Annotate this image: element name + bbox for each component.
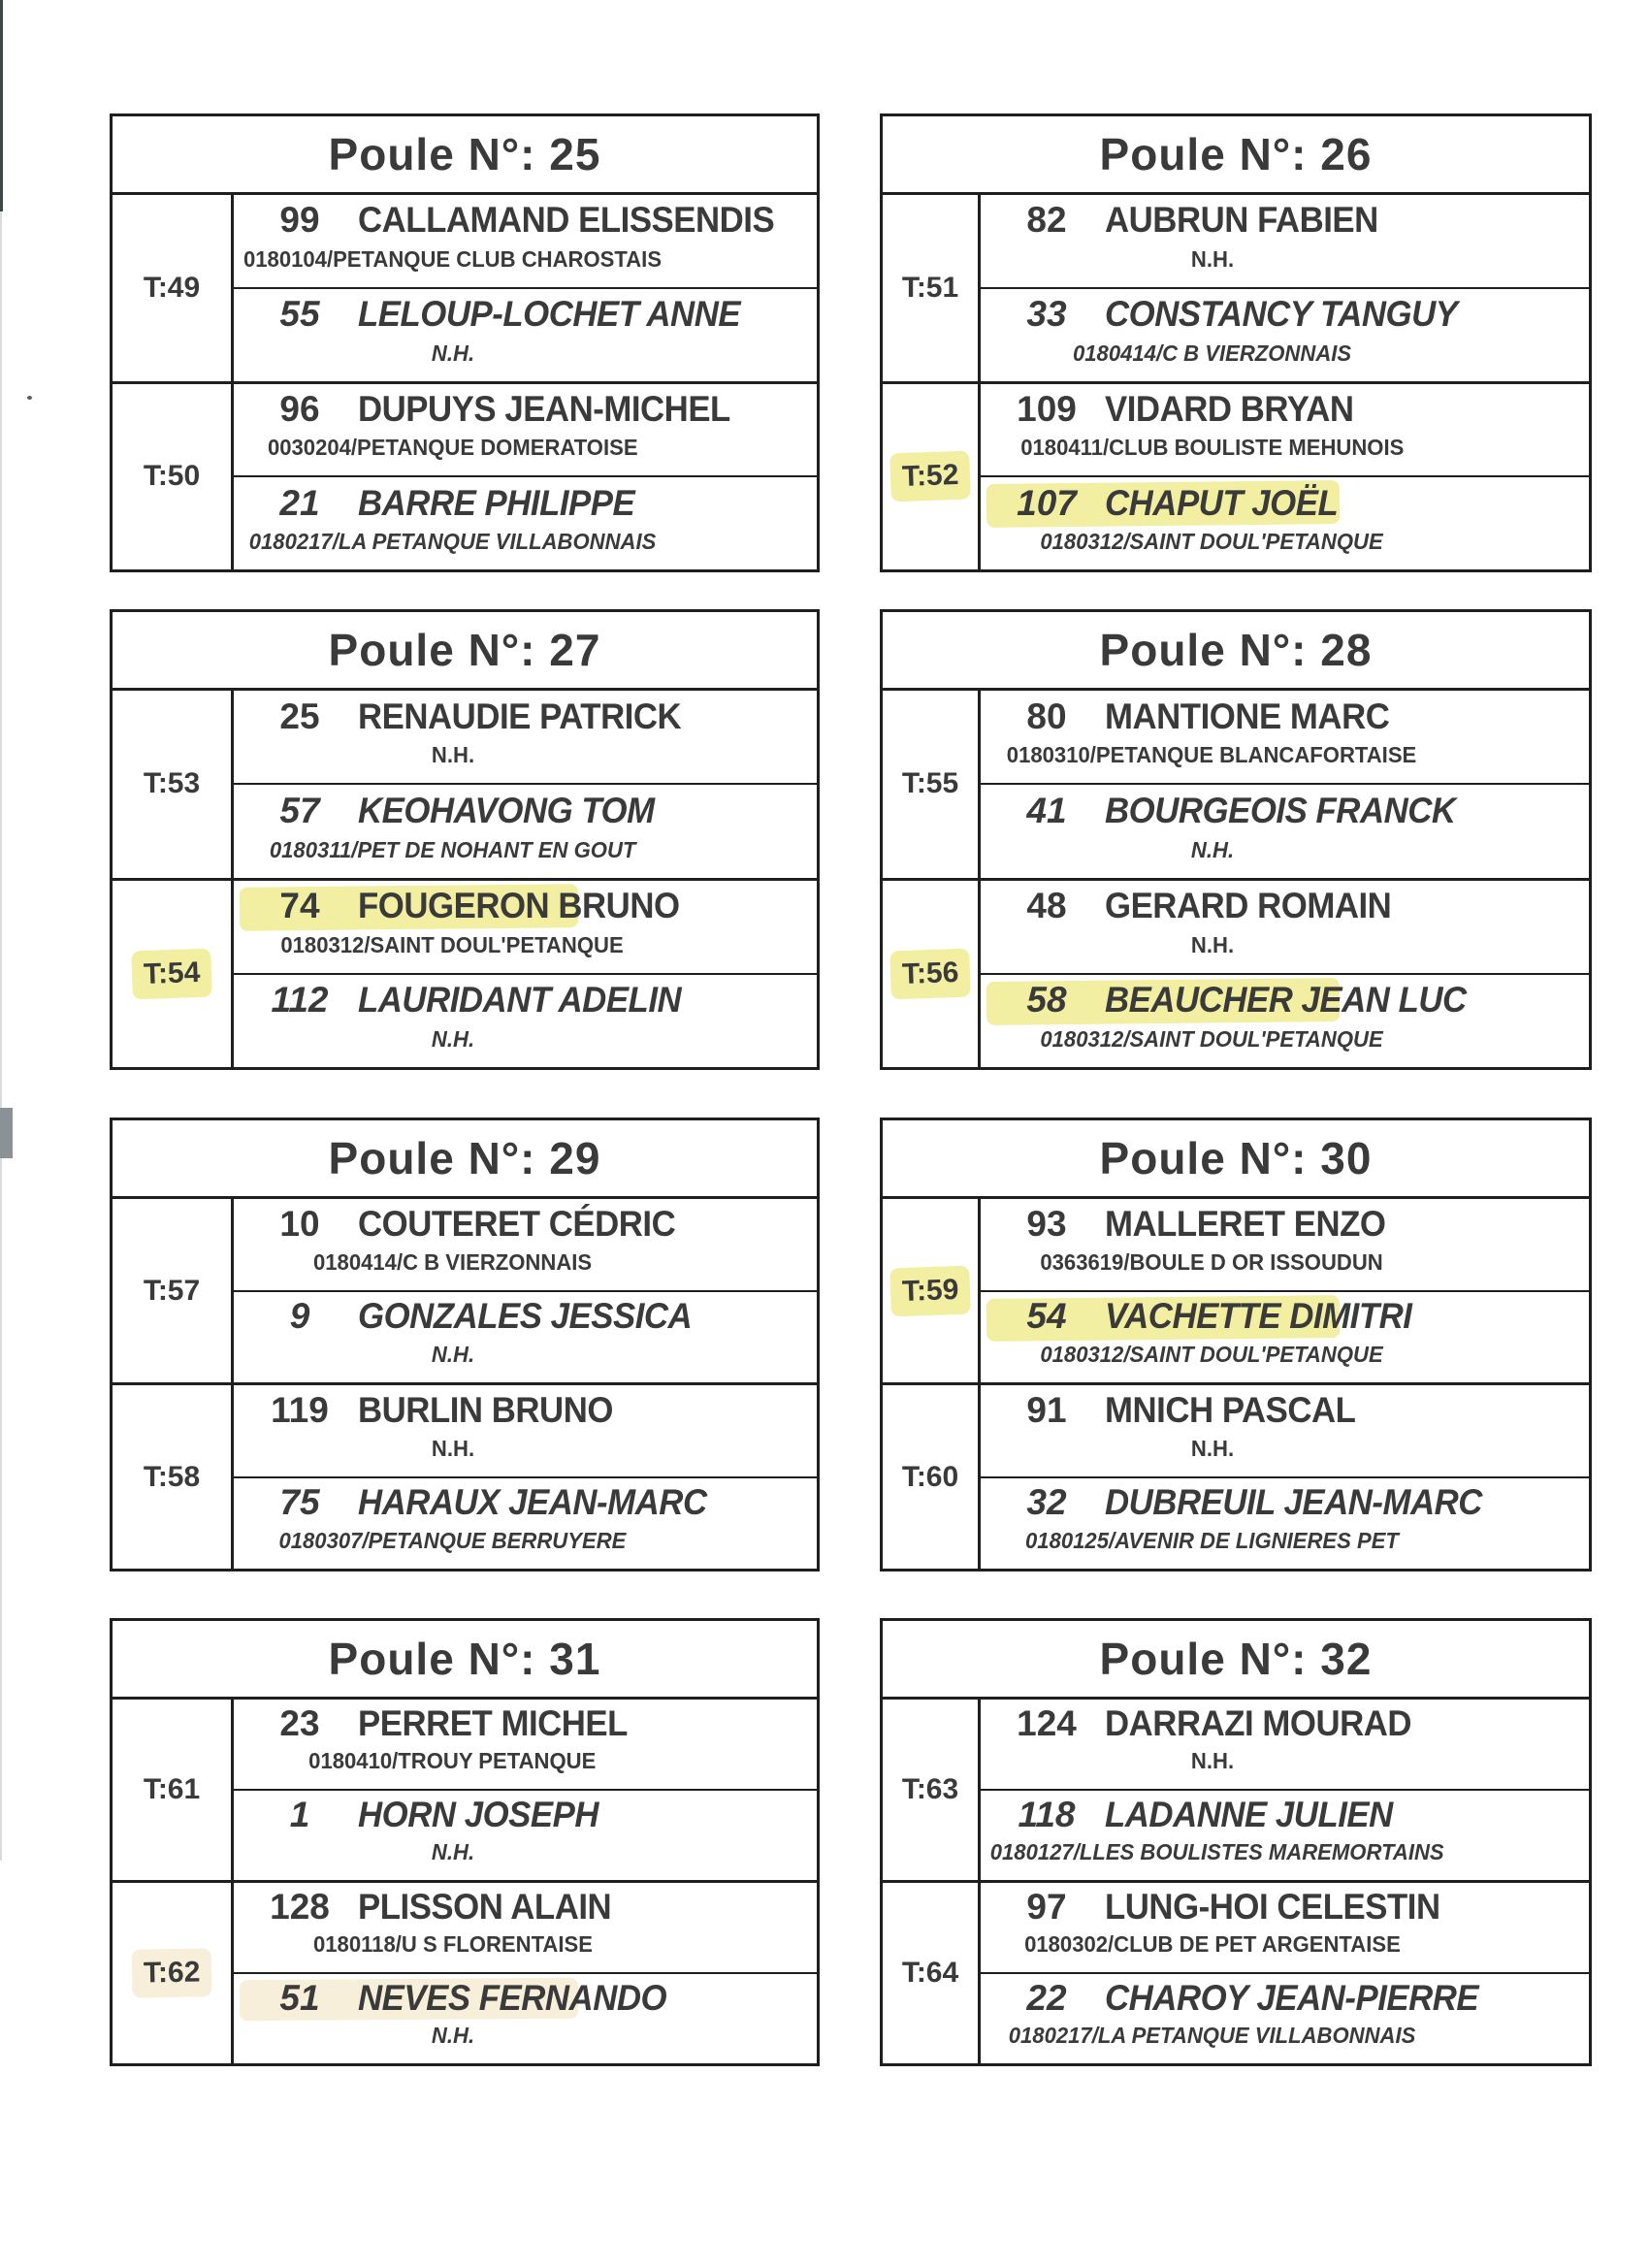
player-row — [981, 1789, 1589, 1880]
player-name: BURLIN BRUNO — [358, 1389, 613, 1430]
pool-table — [880, 113, 1592, 572]
player-row — [234, 973, 817, 1067]
player-name-row — [981, 1791, 1589, 1839]
terrain-cell — [113, 1883, 234, 2063]
player-name: BARRE PHILIPPE — [358, 482, 635, 523]
player-number: 109 — [1017, 388, 1077, 429]
pool-title: Poule N°: 30 — [883, 1120, 1589, 1199]
player-club-line — [234, 246, 817, 287]
scan-edge-artifact-faint — [0, 211, 2, 1861]
player-row — [234, 783, 817, 877]
terrain-cell — [883, 1883, 981, 2063]
player-name: FOUGERON BRUNO — [358, 886, 680, 926]
player-number: 82 — [1026, 200, 1067, 241]
terrain-cell — [113, 691, 234, 878]
terrain-label: T:52 — [889, 451, 971, 502]
player-club: 0180312/SAINT DOUL'PETANQUE — [1040, 1342, 1384, 1367]
player-club: N.H. — [431, 1435, 474, 1461]
player-club: N.H. — [1190, 1435, 1234, 1461]
player-club: N.H. — [431, 1342, 474, 1367]
terrain-cell — [883, 1199, 981, 1382]
pool-section — [883, 878, 1589, 1068]
pool-title: Poule N°: 28 — [883, 612, 1589, 691]
player-name: DARRAZI MOURAD — [1105, 1703, 1412, 1743]
player-number: 124 — [1017, 1703, 1077, 1743]
player-club: N.H. — [1190, 245, 1234, 272]
player-row — [234, 1385, 817, 1476]
player-row — [981, 1700, 1589, 1789]
player-club-line — [234, 1931, 817, 1972]
player-row — [234, 881, 817, 973]
player-name-row — [234, 785, 817, 836]
player-name: BEAUCHER JEAN LUC — [1105, 980, 1467, 1021]
player-club: 0180310/PETANQUE BLANCAFORTAISE — [1007, 742, 1417, 768]
player-name: CONSTANCY TANGUY — [1105, 294, 1458, 335]
terrain-cell — [883, 384, 981, 570]
players-cell — [234, 881, 817, 1068]
player-club: 0363619/BOULE D OR ISSOUDUN — [1040, 1248, 1384, 1275]
pool-body — [113, 1199, 817, 1569]
player-club: 0180217/LA PETANQUE VILLABONNAIS — [248, 529, 657, 554]
players-cell — [981, 1199, 1589, 1382]
terrain-label: T:53 — [143, 767, 201, 800]
player-number: 25 — [279, 696, 320, 736]
player-row — [981, 475, 1589, 569]
player-row — [234, 287, 817, 381]
pool-section — [883, 1199, 1589, 1382]
player-club-line — [234, 742, 817, 783]
terrain-label: T:60 — [901, 1460, 959, 1493]
player-name: HORN JOSEPH — [358, 1795, 599, 1834]
terrain-label: T:51 — [901, 271, 959, 304]
player-number: 51 — [279, 1978, 320, 2018]
player-name: PERRET MICHEL — [358, 1703, 628, 1743]
player-name-row — [234, 1199, 817, 1249]
player-number: 58 — [1026, 980, 1067, 1021]
terrain-label: T:63 — [901, 1773, 959, 1805]
player-club-line — [234, 2023, 817, 2063]
player-club-line — [234, 435, 817, 475]
player-name: CALLAMAND ELISSENDIS — [358, 200, 775, 241]
player-club-line — [981, 837, 1589, 878]
player-name: MANTIONE MARC — [1105, 696, 1390, 736]
player-row — [234, 475, 817, 569]
pool-table — [880, 609, 1592, 1070]
player-club-line — [981, 340, 1589, 381]
player-club: 0180411/CLUB BOULISTE MEHUNOIS — [1019, 435, 1405, 461]
player-club-line — [981, 1026, 1589, 1067]
player-name-row — [234, 1292, 817, 1343]
players-cell — [981, 881, 1589, 1068]
player-name: DUPUYS JEAN-MICHEL — [358, 388, 730, 429]
pool-section — [113, 691, 817, 878]
player-number: 118 — [1018, 1795, 1076, 1834]
player-club: N.H. — [431, 1026, 474, 1052]
player-number: 23 — [279, 1703, 320, 1743]
player-name: LAURIDANT ADELIN — [358, 980, 682, 1021]
player-number: 41 — [1026, 790, 1067, 830]
player-row — [234, 1789, 817, 1880]
player-name: PLISSON ALAIN — [358, 1887, 612, 1927]
pool-section — [883, 1382, 1589, 1569]
player-name: CHAPUT JOËL — [1105, 482, 1339, 523]
player-number: 9 — [289, 1296, 310, 1337]
player-name: NEVES FERNANDO — [358, 1978, 667, 2018]
player-club-line — [234, 1839, 817, 1880]
player-name-row — [981, 1974, 1589, 2023]
player-row — [981, 881, 1589, 973]
player-number: 80 — [1026, 696, 1067, 736]
player-club-line — [981, 932, 1589, 973]
player-club: 0180125/AVENIR DE LIGNIERES PET — [1025, 1528, 1399, 1553]
terrain-cell — [883, 881, 981, 1068]
player-name-row — [234, 477, 817, 529]
player-name: LADANNE JULIEN — [1105, 1795, 1393, 1834]
player-number: 96 — [279, 388, 320, 429]
player-club: N.H. — [431, 2023, 474, 2048]
terrain-label: T:56 — [889, 948, 971, 999]
player-name-row — [981, 1385, 1589, 1436]
player-row — [234, 195, 817, 287]
terrain-cell — [113, 1385, 234, 1569]
pool-section — [113, 878, 817, 1068]
terrain-label: T:50 — [143, 460, 201, 493]
player-club-line — [234, 340, 817, 381]
scan-dot-artifact — [27, 396, 32, 400]
player-name-row — [981, 785, 1589, 836]
player-club: N.H. — [1190, 931, 1234, 957]
player-name-row — [981, 384, 1589, 436]
pool-section — [883, 1700, 1589, 1880]
player-club: 0180127/LLES BOULISTES MAREMORTAINS — [989, 1839, 1444, 1864]
player-name-row — [234, 1974, 817, 2023]
players-cell — [981, 691, 1589, 878]
player-name: LELOUP-LOCHET ANNE — [358, 294, 741, 335]
player-club-line — [234, 1249, 817, 1290]
players-cell — [234, 384, 817, 570]
player-number: 74 — [279, 886, 320, 926]
terrain-cell — [883, 195, 981, 381]
player-name: VACHETTE DIMITRI — [1105, 1296, 1412, 1337]
terrain-label: T:64 — [901, 1957, 959, 1989]
player-number: 99 — [279, 200, 320, 241]
player-row — [234, 1700, 817, 1789]
pool-section — [113, 1382, 817, 1569]
player-number: 21 — [279, 482, 320, 523]
player-row — [234, 384, 817, 476]
player-number: 93 — [1026, 1203, 1067, 1244]
player-name: GONZALES JESSICA — [358, 1296, 693, 1337]
player-row — [981, 1290, 1589, 1383]
player-row — [981, 384, 1589, 476]
player-row — [981, 287, 1589, 381]
player-number: 57 — [279, 790, 320, 830]
player-row — [981, 1199, 1589, 1290]
player-number: 33 — [1026, 294, 1067, 335]
player-row — [234, 1476, 817, 1570]
scan-smudge-artifact — [0, 1108, 13, 1158]
player-name-row — [981, 881, 1589, 932]
pool-table — [110, 1118, 820, 1571]
player-club-line — [981, 246, 1589, 287]
pool-section — [113, 195, 817, 381]
terrain-label: T:59 — [889, 1265, 971, 1316]
player-name-row — [234, 384, 817, 436]
player-row — [981, 691, 1589, 783]
pool-body — [113, 691, 817, 1067]
pool-table — [880, 1618, 1592, 2066]
pool-title: Poule N°: 31 — [113, 1621, 817, 1700]
terrain-label: T:49 — [143, 271, 201, 304]
player-club-line — [234, 932, 817, 973]
player-row — [234, 1972, 817, 2063]
player-club-line — [234, 1748, 817, 1789]
pool-section — [883, 381, 1589, 570]
player-name-row — [234, 289, 817, 340]
player-row — [234, 1290, 817, 1383]
player-name: VIDARD BRYAN — [1105, 388, 1354, 429]
player-club: 0180312/SAINT DOUL'PETANQUE — [280, 931, 625, 957]
player-name-row — [234, 975, 817, 1026]
terrain-label: T:54 — [131, 948, 212, 999]
player-name: RENAUDIE PATRICK — [358, 696, 682, 736]
players-cell — [981, 1700, 1589, 1880]
terrain-label: T:62 — [131, 1948, 211, 1997]
player-club: 0180118/U S FLORENTAISE — [312, 1931, 593, 1957]
player-club: 0180217/LA PETANQUE VILLABONNAIS — [1008, 2023, 1416, 2048]
player-club-line — [981, 1748, 1589, 1789]
player-number: 107 — [1017, 482, 1077, 523]
player-row — [981, 1883, 1589, 1972]
player-club-line — [981, 2023, 1589, 2063]
player-row — [981, 1385, 1589, 1476]
pool-section — [113, 1700, 817, 1880]
pool-body — [883, 691, 1589, 1067]
player-club-line — [981, 1528, 1589, 1569]
player-name-row — [981, 1292, 1589, 1343]
players-cell — [981, 1883, 1589, 2063]
player-club-line — [981, 1839, 1589, 1880]
pool-title: Poule N°: 25 — [113, 116, 817, 195]
player-row — [234, 1199, 817, 1290]
player-club-line — [981, 742, 1589, 783]
player-club: 0180410/TROUY PETANQUE — [308, 1748, 597, 1773]
terrain-cell — [883, 1385, 981, 1569]
pool-title: Poule N°: 27 — [113, 612, 817, 691]
players-cell — [234, 691, 817, 878]
pool-section — [113, 1880, 817, 2063]
pool-section — [883, 1880, 1589, 2063]
player-name-row — [234, 1700, 817, 1748]
pool-body — [883, 195, 1589, 569]
pool-section — [883, 195, 1589, 381]
player-club: 0180414/C B VIERZONNAIS — [1072, 340, 1352, 366]
players-cell — [234, 1700, 817, 1880]
player-number: 112 — [271, 980, 329, 1021]
player-club: N.H. — [431, 742, 474, 768]
player-club-line — [981, 1342, 1589, 1382]
player-club: 0180104/PETANQUE CLUB CHAROSTAIS — [242, 245, 663, 272]
player-number: 1 — [289, 1795, 310, 1834]
player-club-line — [981, 1436, 1589, 1476]
player-name: AUBRUN FABIEN — [1105, 200, 1378, 241]
player-row — [234, 691, 817, 783]
player-name: COUTERET CÉDRIC — [358, 1203, 676, 1244]
player-number: 32 — [1026, 1482, 1067, 1523]
player-club: N.H. — [1190, 836, 1234, 862]
pool-section — [113, 381, 817, 570]
pool-title: Poule N°: 32 — [883, 1621, 1589, 1700]
players-cell — [981, 384, 1589, 570]
terrain-label: T:55 — [901, 767, 959, 800]
player-row — [981, 195, 1589, 287]
player-name: BOURGEOIS FRANCK — [1105, 790, 1456, 830]
player-name-row — [981, 1700, 1589, 1748]
player-name-row — [981, 1478, 1589, 1529]
player-number: 22 — [1026, 1978, 1067, 2018]
player-name-row — [981, 195, 1589, 246]
terrain-label: T:58 — [143, 1460, 201, 1493]
player-name: KEOHAVONG TOM — [358, 790, 655, 830]
player-club: 0180312/SAINT DOUL'PETANQUE — [1040, 529, 1384, 554]
player-name: MNICH PASCAL — [1105, 1389, 1356, 1430]
player-club-line — [981, 435, 1589, 475]
terrain-cell — [113, 1700, 234, 1880]
player-number: 54 — [1026, 1296, 1067, 1337]
player-name-row — [981, 1199, 1589, 1249]
terrain-cell — [113, 881, 234, 1068]
player-name-row — [234, 195, 817, 246]
player-number: 119 — [271, 1389, 329, 1430]
players-cell — [234, 1199, 817, 1382]
terrain-cell — [113, 384, 234, 570]
terrain-cell — [883, 691, 981, 878]
pool-title: Poule N°: 29 — [113, 1120, 817, 1199]
player-number: 48 — [1026, 886, 1067, 926]
player-name-row — [981, 1883, 1589, 1931]
player-row — [981, 1972, 1589, 2063]
terrain-cell — [883, 1700, 981, 1880]
player-club-line — [981, 1249, 1589, 1290]
player-club: N.H. — [431, 1839, 474, 1864]
player-club-line — [981, 529, 1589, 569]
player-club: 0180312/SAINT DOUL'PETANQUE — [1040, 1026, 1384, 1052]
pool-table — [110, 113, 820, 572]
player-row — [981, 783, 1589, 877]
player-row — [981, 1476, 1589, 1570]
player-number: 91 — [1026, 1389, 1067, 1430]
player-name: LUNG-HOI CELESTIN — [1105, 1887, 1440, 1927]
pool-body — [113, 195, 817, 569]
pool-title: Poule N°: 26 — [883, 116, 1589, 195]
player-name-row — [234, 881, 817, 932]
player-number: 97 — [1026, 1887, 1067, 1927]
player-club: 0180302/CLUB DE PET ARGENTAISE — [1023, 1931, 1401, 1957]
players-cell — [234, 1385, 817, 1569]
pool-section — [883, 691, 1589, 878]
pool-body — [883, 1199, 1589, 1569]
players-cell — [981, 195, 1589, 381]
player-name-row — [234, 1791, 817, 1839]
player-name: GERARD ROMAIN — [1105, 886, 1392, 926]
pool-table — [110, 1618, 820, 2066]
pool-section — [113, 1199, 817, 1382]
player-number: 128 — [270, 1887, 330, 1927]
player-club: 0180414/C B VIERZONNAIS — [312, 1248, 593, 1275]
player-name: MALLERET ENZO — [1105, 1203, 1386, 1244]
player-club-line — [234, 1528, 817, 1569]
player-name-row — [981, 477, 1589, 529]
terrain-cell — [113, 195, 234, 381]
player-club-line — [234, 837, 817, 878]
player-name-row — [234, 1883, 817, 1931]
player-club: N.H. — [431, 340, 474, 366]
players-cell — [234, 1883, 817, 2063]
player-club-line — [234, 529, 817, 569]
player-club: N.H. — [1190, 1748, 1234, 1773]
player-name: HARAUX JEAN-MARC — [358, 1482, 707, 1523]
player-club: 0030204/PETANQUE DOMERATOISE — [267, 435, 638, 461]
player-club-line — [234, 1342, 817, 1382]
terrain-label: T:61 — [143, 1773, 201, 1805]
pool-body — [113, 1700, 817, 2063]
player-name-row — [981, 289, 1589, 340]
players-cell — [234, 195, 817, 381]
player-name-row — [234, 1385, 817, 1436]
player-number: 55 — [279, 294, 320, 335]
player-row — [981, 973, 1589, 1067]
player-number: 75 — [279, 1482, 320, 1523]
scan-edge-artifact — [0, 0, 3, 211]
pool-table — [880, 1118, 1592, 1571]
player-name-row — [981, 691, 1589, 742]
player-name: CHAROY JEAN-PIERRE — [1105, 1978, 1479, 2018]
player-name: DUBREUIL JEAN-MARC — [1105, 1482, 1482, 1523]
player-number: 10 — [279, 1203, 320, 1244]
player-club-line — [981, 1931, 1589, 1972]
pool-table — [110, 609, 820, 1070]
pool-body — [883, 1700, 1589, 2063]
player-row — [234, 1883, 817, 1972]
player-club: 0180307/PETANQUE BERRUYERE — [278, 1528, 627, 1553]
player-club-line — [234, 1436, 817, 1476]
player-name-row — [234, 691, 817, 742]
player-club: 0180311/PET DE NOHANT EN GOUT — [269, 836, 636, 862]
terrain-label: T:57 — [143, 1274, 201, 1307]
player-name-row — [234, 1478, 817, 1529]
players-cell — [981, 1385, 1589, 1569]
terrain-cell — [113, 1199, 234, 1382]
player-club-line — [234, 1026, 817, 1067]
player-name-row — [981, 975, 1589, 1026]
